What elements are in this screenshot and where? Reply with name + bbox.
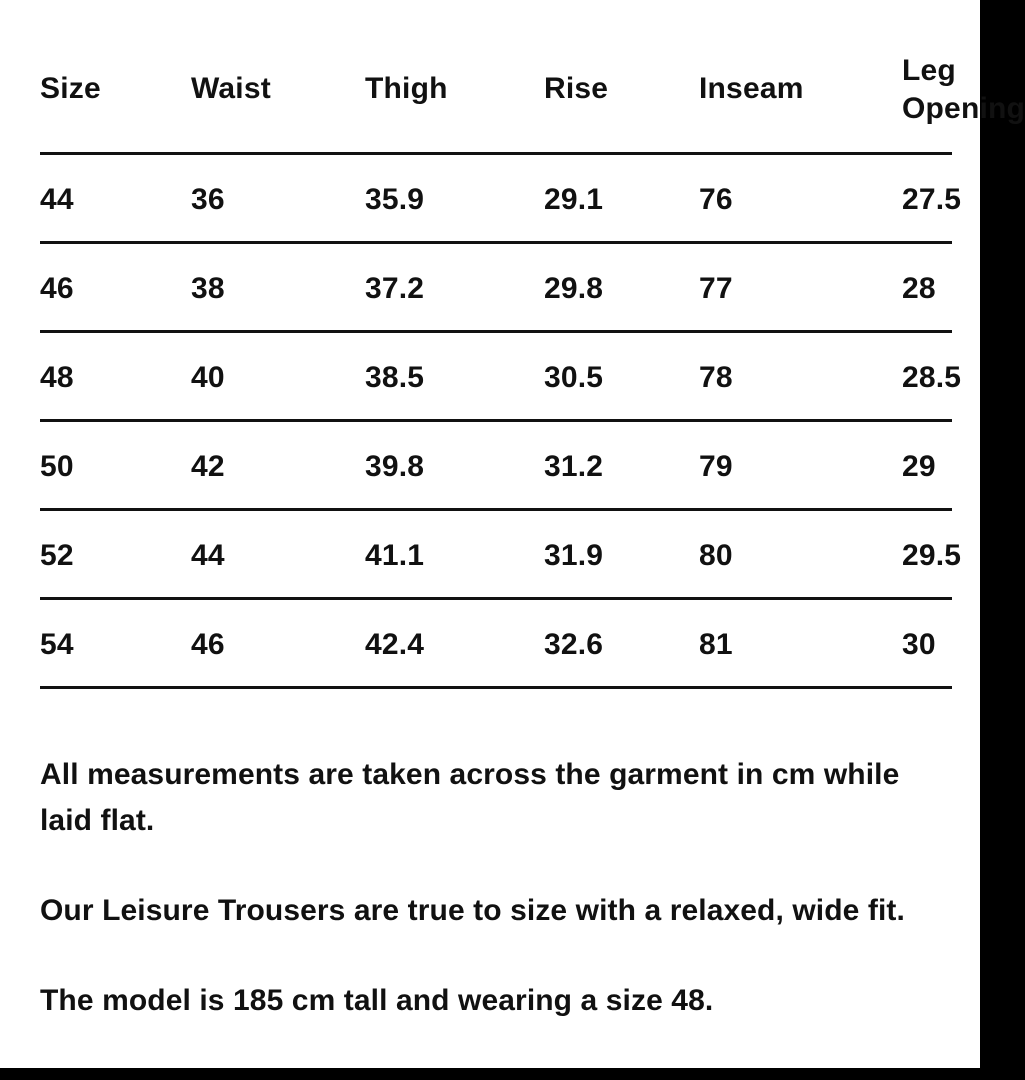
size-chart-table [40, 0, 1025, 689]
cell-rise: 31.2 [544, 450, 604, 483]
cell-size: 48 [40, 361, 74, 394]
cell-inseam: 79 [699, 450, 733, 483]
table-row [40, 155, 962, 244]
header-inseam: Inseam [699, 72, 804, 105]
cell-inseam: 78 [699, 361, 733, 394]
cell-leg-opening: 27.5 [902, 183, 962, 216]
cell-inseam: 76 [699, 183, 733, 216]
cell-rise: 32.6 [544, 628, 604, 661]
cell-waist: 46 [191, 628, 225, 661]
fit-note: Our Leisure Trousers are true to size with a relaxed, wide fit. [40, 894, 905, 927]
cell-thigh: 39.8 [365, 450, 425, 483]
cell-waist: 42 [191, 450, 225, 483]
cell-leg-opening: 30 [902, 628, 936, 661]
cell-waist: 40 [191, 361, 225, 394]
cell-thigh: 42.4 [365, 628, 425, 661]
cell-size: 50 [40, 450, 74, 483]
cell-leg-opening: 28 [902, 272, 936, 305]
header-leg-opening: Leg Opening [902, 54, 1025, 125]
cell-rise: 29.1 [544, 183, 604, 216]
cell-leg-opening: 29 [902, 450, 936, 483]
cell-inseam: 77 [699, 272, 733, 305]
cell-leg-opening: 29.5 [902, 539, 962, 572]
header-rise: Rise [544, 72, 609, 105]
cell-thigh: 35.9 [365, 183, 425, 216]
header-waist: Waist [191, 72, 271, 105]
cell-thigh: 37.2 [365, 272, 425, 305]
table-row [40, 333, 962, 422]
cell-rise: 31.9 [544, 539, 604, 572]
cell-thigh: 41.1 [365, 539, 425, 572]
size-notes [40, 752, 940, 1068]
cell-rise: 30.5 [544, 361, 604, 394]
cell-waist: 38 [191, 272, 225, 305]
cell-size: 46 [40, 272, 74, 305]
cell-rise: 29.8 [544, 272, 604, 305]
cell-size: 52 [40, 539, 74, 572]
table-row [40, 600, 952, 689]
cell-inseam: 80 [699, 539, 733, 572]
table-header-row [40, 0, 1025, 155]
cell-thigh: 38.5 [365, 361, 425, 394]
cell-waist: 44 [191, 539, 225, 572]
table-row [40, 511, 962, 600]
model-note: The model is 185 cm tall and wearing a size 48. [40, 984, 714, 1017]
cell-size: 54 [40, 628, 74, 661]
measurement-note: All measurements are taken across the garment in cm while laid flat. [40, 758, 900, 837]
header-thigh: Thigh [365, 72, 448, 105]
cell-waist: 36 [191, 183, 225, 216]
header-size: Size [40, 72, 101, 105]
cell-inseam: 81 [699, 628, 733, 661]
table-row [40, 244, 952, 333]
table-row [40, 422, 952, 511]
cell-size: 44 [40, 183, 74, 216]
cell-leg-opening: 28.5 [902, 361, 962, 394]
